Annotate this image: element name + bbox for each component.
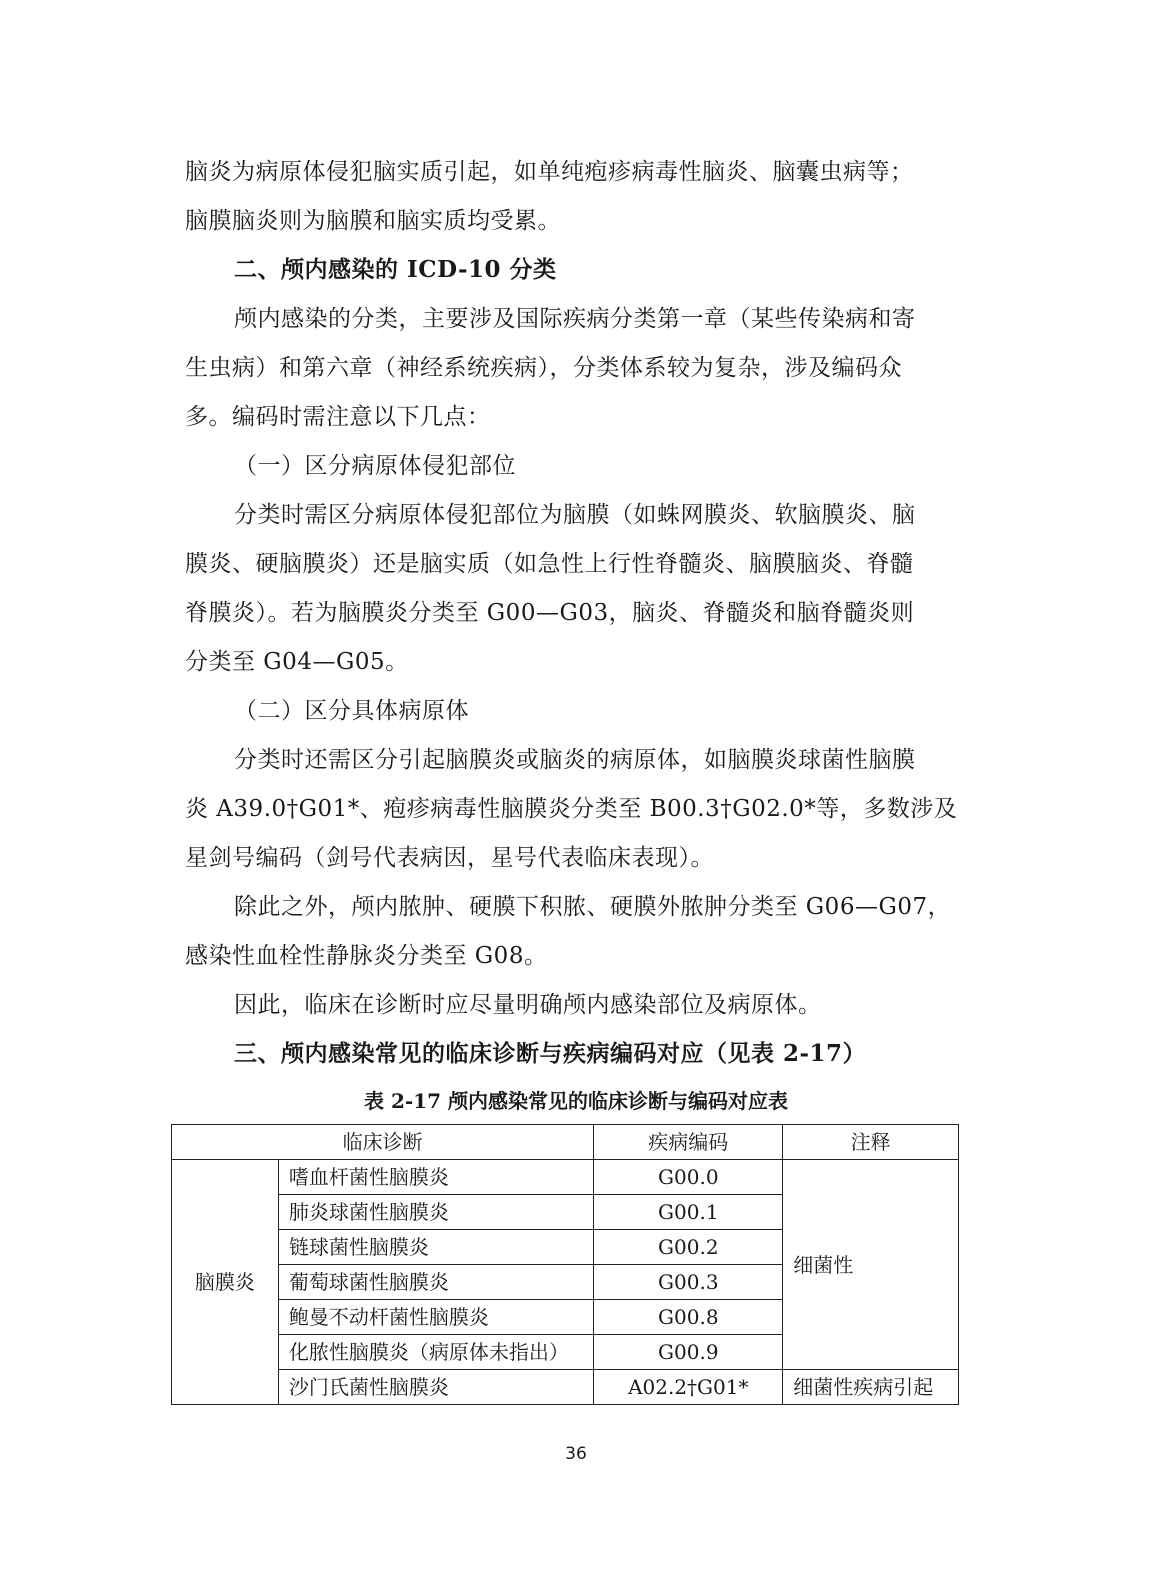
body-text-line: 脑膜脑炎则为脑膜和脑实质均受累。 [185,208,561,234]
code-cell: G00.3 [594,1265,783,1300]
diagnosis-code-table [171,1124,959,1405]
category-cell: 脑膜炎 [172,1160,279,1405]
body-text-line: 颅内感染的分类，主要涉及国际疾病分类第一章（某些传染病和寄 [234,306,916,332]
body-text-line: 多。编码时需注意以下几点： [185,404,491,430]
diagnosis-cell: 肺炎球菌性脑膜炎 [278,1195,593,1230]
header-code: 疾病编码 [594,1125,783,1160]
body-text-line: 星剑号编码（剑号代表病因，星号代表临床表现）。 [185,845,714,871]
diagnosis-cell: 沙门氏菌性脑膜炎 [278,1370,593,1405]
page-number: 36 [565,1444,587,1464]
header-diagnosis: 临床诊断 [172,1125,594,1160]
header-note: 注释 [783,1125,959,1160]
diagnosis-cell: 嗜血杆菌性脑膜炎 [278,1160,593,1195]
code-cell: G00.8 [594,1300,783,1335]
table-header-row [172,1125,959,1160]
body-text-line: 除此之外，颅内脓肿、硬膜下积脓、硬膜外脓肿分类至 G06—G07， [234,894,952,920]
table-caption: 表 2-17 颅内感染常见的临床诊断与编码对应表 [364,1089,788,1113]
diagnosis-cell: 葡萄球菌性脑膜炎 [278,1265,593,1300]
body-text-line: 脊膜炎）。若为脑膜炎分类至 G00—G03，脑炎、脊髓炎和脑脊髓炎则 [185,600,915,626]
body-text-line: 分类至 G04—G05。 [185,649,409,675]
code-cell: A02.2†G01* [594,1370,783,1405]
subsection-heading-1: （一）区分病原体侵犯部位 [234,453,516,479]
body-text-line: 分类时还需区分引起脑膜炎或脑炎的病原体，如脑膜炎球菌性脑膜 [234,747,916,773]
diagnosis-cell: 链球菌性脑膜炎 [278,1230,593,1265]
body-text-line: 炎 A39.0†G01*、疱疹病毒性脑膜炎分类至 B00.3†G02.0*等，多数涉及 [185,796,958,822]
table-row [172,1160,959,1195]
body-text-line: 膜炎、硬脑膜炎）还是脑实质（如急性上行性脊髓炎、脑膜脑炎、脊髓 [185,551,914,577]
code-cell: G00.9 [594,1335,783,1370]
code-cell: G00.1 [594,1195,783,1230]
body-text-line: 脑炎为病原体侵犯脑实质引起，如单纯疱疹病毒性脑炎、脑囊虫病等； [185,159,914,185]
section-heading-3: 三、颅内感染常见的临床诊断与疾病编码对应（见表 2-17） [234,1040,867,1067]
diagnosis-cell: 化脓性脑膜炎（病原体未指出） [278,1335,593,1370]
note-cell: 细菌性 [783,1160,959,1370]
body-text-line: 生虫病）和第六章（神经系统疾病），分类体系较为复杂，涉及编码众 [185,355,902,381]
diagnosis-cell: 鲍曼不动杆菌性脑膜炎 [278,1300,593,1335]
note-cell: 细菌性疾病引起 [783,1370,959,1405]
subsection-heading-2: （二）区分具体病原体 [234,698,469,724]
code-cell: G00.0 [594,1160,783,1195]
table-row [172,1370,959,1405]
body-text-line: 分类时需区分病原体侵犯部位为脑膜（如蛛网膜炎、软脑膜炎、脑 [234,502,916,528]
code-cell: G00.2 [594,1230,783,1265]
section-heading-2: 二、颅内感染的 ICD-10 分类 [234,256,557,283]
body-text-line: 感染性血栓性静脉炎分类至 G08。 [185,943,548,969]
body-text-line: 因此，临床在诊断时应尽量明确颅内感染部位及病原体。 [234,992,822,1018]
